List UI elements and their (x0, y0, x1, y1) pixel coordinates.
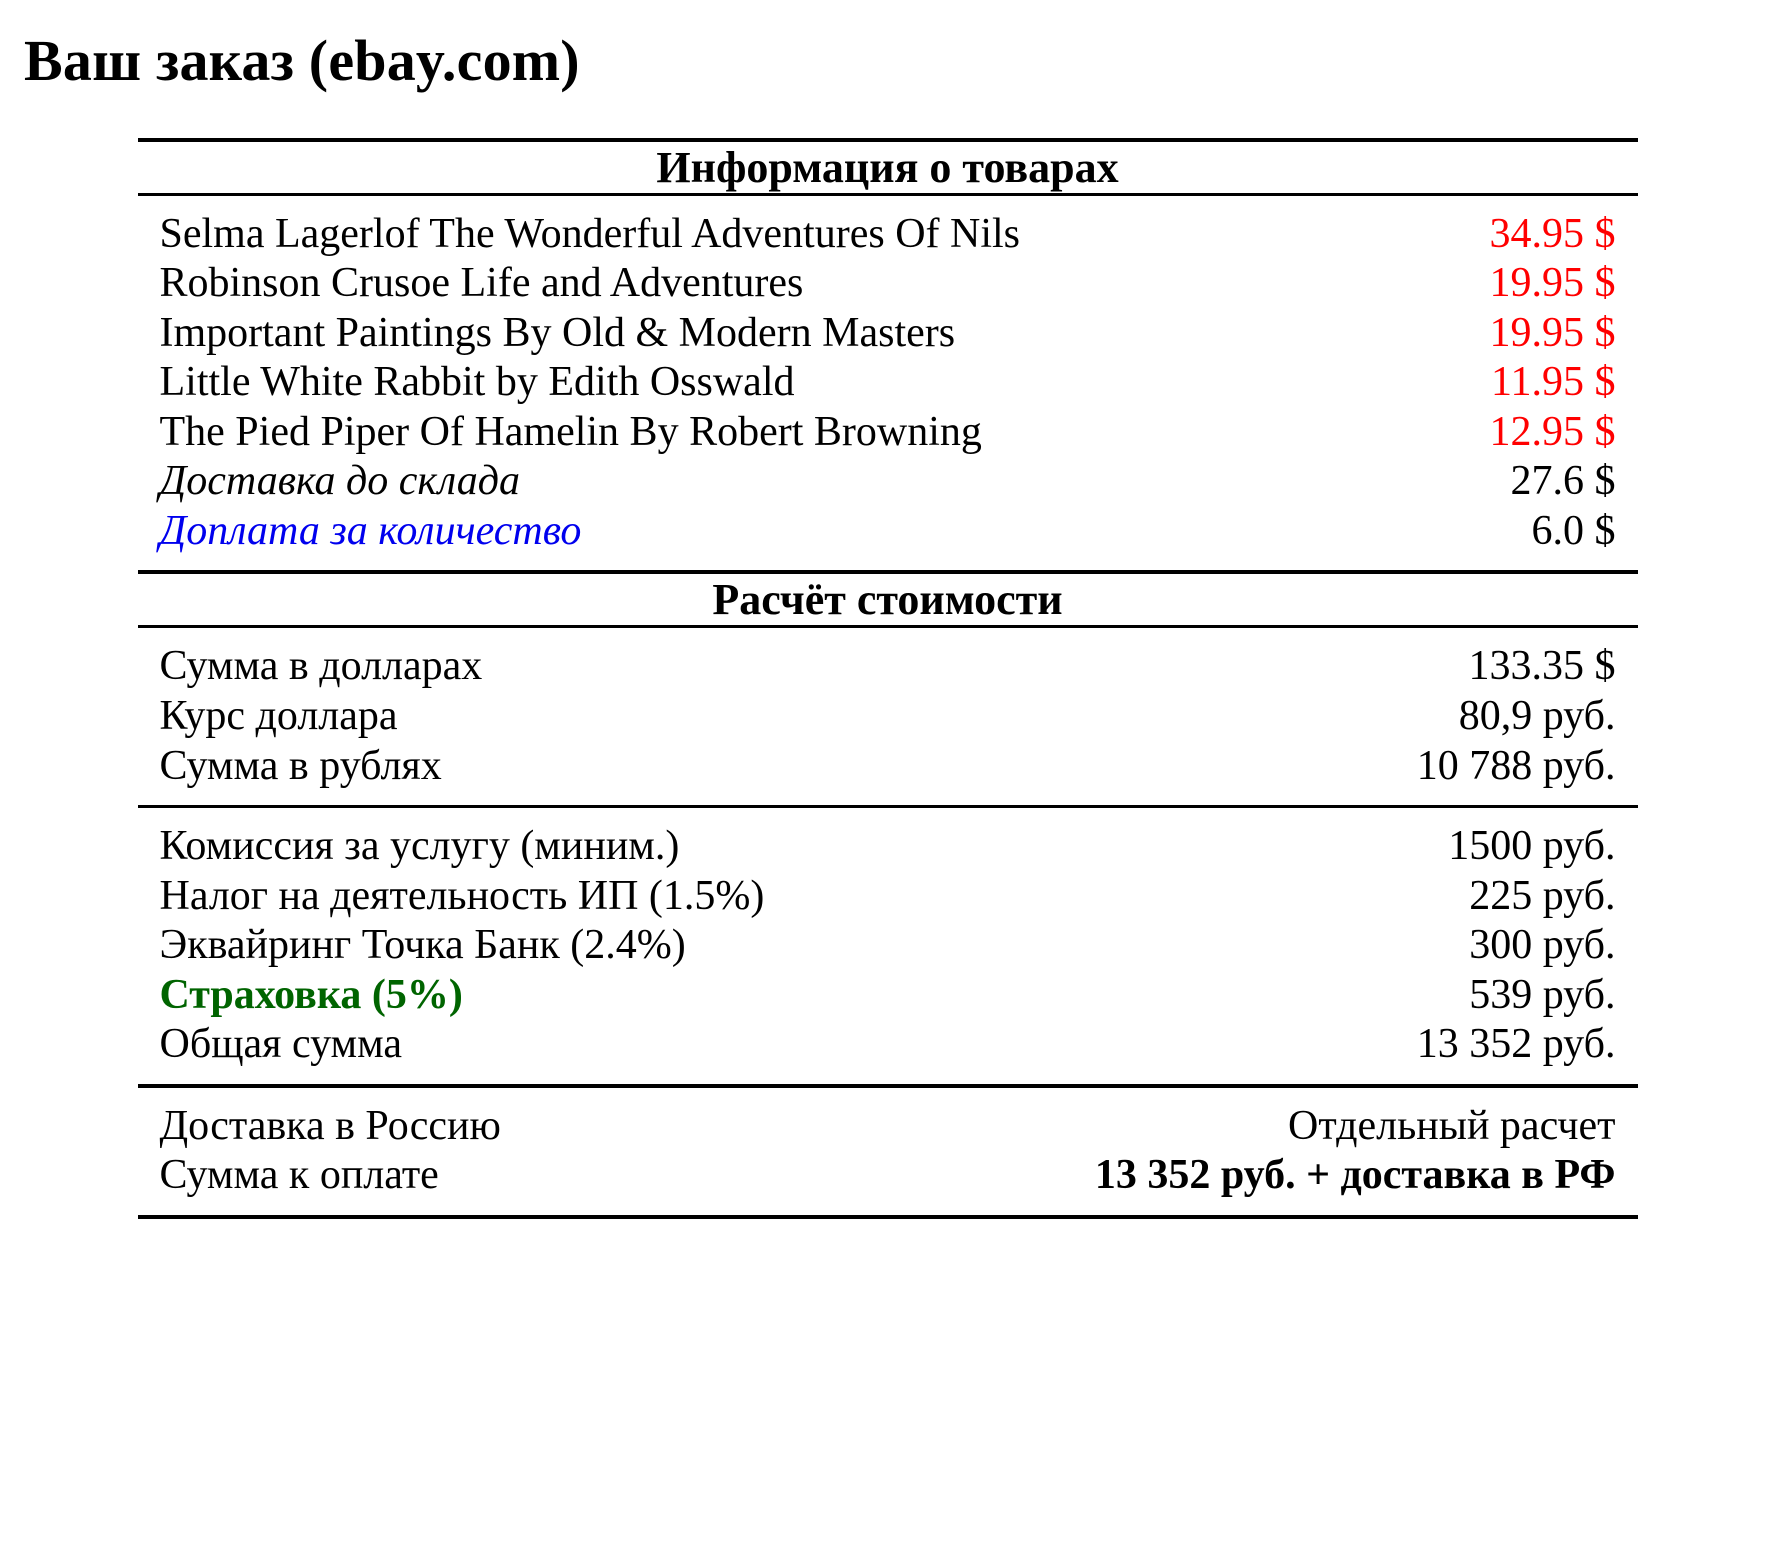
item-name: The Pied Piper Of Hamelin By Robert Browning (159, 408, 982, 455)
grand-total-label: Общая сумма (159, 1021, 403, 1068)
item-name: Selma Lagerlof The Wonderful Adventures Of Nils (138, 194, 1067, 259)
table-row (138, 921, 1638, 971)
table-bottom-rule (138, 1217, 1638, 1219)
page-title: Ваш заказ (ebay.com) (24, 28, 580, 93)
fee-label: Налог на деятельность ИП (1.5%) (159, 872, 765, 919)
amount-due-value: 13 352 руб. + доставка в РФ (1094, 1152, 1616, 1199)
table-row (138, 692, 1638, 742)
table-row (138, 507, 1638, 573)
table-row (138, 457, 1638, 507)
item-name: Important Paintings By Old & Modern Masters (159, 309, 956, 356)
insurance-value: 539 руб. (1469, 971, 1616, 1018)
table-row (138, 872, 1638, 922)
table-row (138, 1020, 1638, 1086)
table-row (138, 1086, 1638, 1152)
item-price: 11.95 $ (1491, 359, 1616, 406)
table-row (138, 309, 1638, 359)
items-section-header: Информация о товарах (138, 140, 1638, 195)
table-row (138, 971, 1638, 1021)
russia-shipping-label: Доставка в Россию (138, 1086, 1067, 1152)
order-table-wrapper (138, 138, 1638, 1219)
total-value: 10 788 руб. (1416, 742, 1616, 789)
order-table (138, 138, 1638, 1219)
item-price: 19.95 $ (1489, 260, 1616, 307)
grand-total-value: 13 352 руб. (1416, 1021, 1616, 1068)
table-row (138, 358, 1638, 408)
quantity-surcharge-value: 6.0 $ (1531, 507, 1616, 554)
table-row (138, 742, 1638, 807)
table-row (138, 408, 1638, 458)
fee-value: 225 руб. (1469, 872, 1616, 919)
shipping-to-warehouse-label: Доставка до склада (159, 458, 520, 505)
shipping-to-warehouse-value: 27.6 $ (1510, 458, 1616, 505)
table-row (138, 194, 1638, 259)
table-row (138, 627, 1638, 692)
fee-value: 300 руб. (1469, 922, 1616, 969)
amount-due-label: Сумма к оплате (159, 1152, 439, 1199)
table-row (138, 807, 1638, 872)
calc-section-header-row (138, 572, 1638, 627)
quantity-surcharge-label: Доплата за количество (159, 507, 582, 554)
table-row (138, 259, 1638, 309)
fee-value: 1500 руб. (1066, 807, 1637, 872)
fee-label: Комиссия за услугу (миним.) (138, 807, 1067, 872)
table-row (138, 1151, 1638, 1217)
fee-label: Эквайринг Точка Банк (2.4%) (159, 922, 686, 969)
insurance-label: Страховка (5%) (159, 971, 463, 1018)
russia-shipping-value: Отдельный расчет (1066, 1086, 1637, 1152)
item-price: 19.95 $ (1489, 309, 1616, 356)
item-name: Little White Rabbit by Edith Osswald (159, 359, 795, 406)
item-price: 34.95 $ (1066, 194, 1637, 259)
item-price: 12.95 $ (1489, 408, 1616, 455)
item-name: Robinson Crusoe Life and Adventures (159, 260, 804, 307)
total-value: 133.35 $ (1066, 627, 1637, 692)
total-label: Курс доллара (159, 692, 398, 739)
total-label: Сумма в долларах (138, 627, 1067, 692)
items-section-header-row (138, 140, 1638, 195)
calc-section-header: Расчёт стоимости (138, 572, 1638, 627)
total-value: 80,9 руб. (1458, 692, 1616, 739)
total-label: Сумма в рублях (159, 742, 442, 789)
